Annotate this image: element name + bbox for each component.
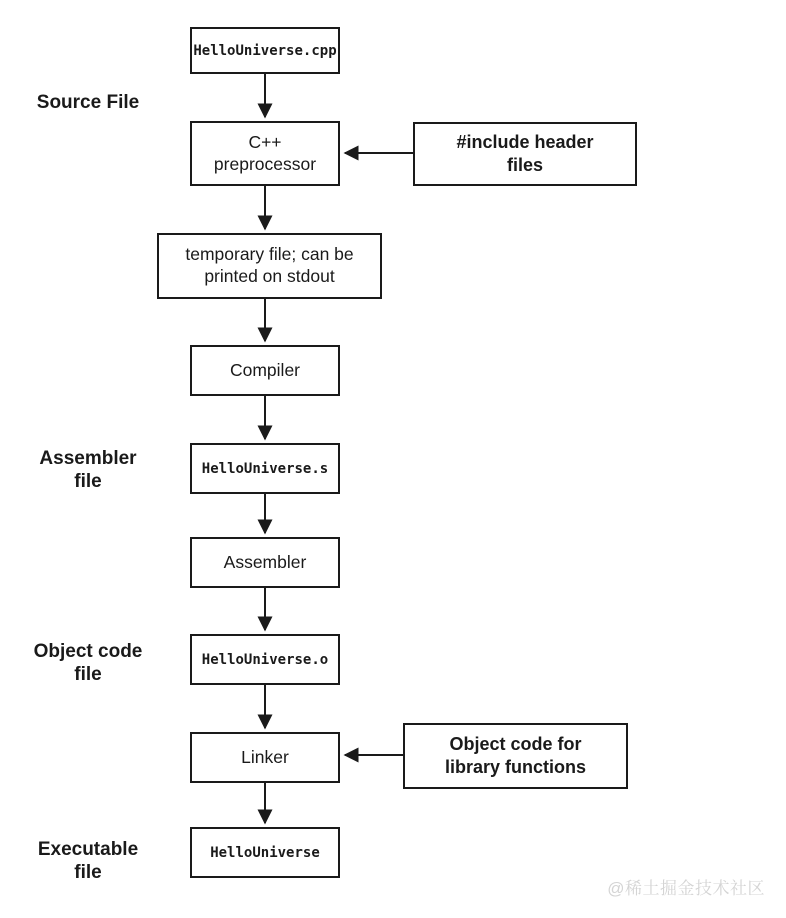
stage-label-line: Assembler [39,448,137,469]
annotation-object-code-libs [403,723,628,789]
node-label-line: Assembler [223,551,307,572]
stage-label-assembler-file [10,448,166,494]
annotation-line: library functions [444,757,587,777]
node-executable [190,827,340,878]
node-preprocessor [190,121,340,186]
node-asm-file [190,443,340,494]
stage-label-line: file [74,663,102,685]
stage-label-line: file [74,470,102,492]
annotation-line: Object code for [449,733,582,754]
node-label-line: temporary file; can be [185,244,354,265]
watermark-text: @稀土掘金技术社区 [607,879,765,898]
node-label-line: HelloUniverse.o [201,651,329,668]
node-compiler [190,345,340,396]
node-assembler [190,537,340,588]
node-label-line: HelloUniverse.s [201,460,329,477]
node-label-line: Compiler [229,359,301,380]
node-label-line: Linker [241,746,289,767]
stage-label-source-file [10,92,166,115]
node-label-line: HelloUniverse.cpp [193,42,337,59]
stage-label-line: Object code [33,641,143,662]
annotation-include-headers [413,122,637,186]
node-source-cpp [190,27,340,74]
stage-label-line: Executable [37,839,139,860]
node-object-file [190,634,340,685]
stage-label-executable-file [10,839,166,885]
stage-label-line: Source File [36,92,140,113]
stage-label-line: file [74,861,102,883]
node-label-line: C++ [248,131,282,152]
node-label-line: HelloUniverse [210,844,320,861]
node-label-line: preprocessor [213,153,317,174]
node-label-line: printed on stdout [204,266,335,286]
node-linker [190,732,340,783]
node-temp-file [157,233,382,299]
annotation-line: #include header [456,131,594,152]
stage-label-object-code-file [10,641,166,687]
annotation-line: files [506,155,544,175]
